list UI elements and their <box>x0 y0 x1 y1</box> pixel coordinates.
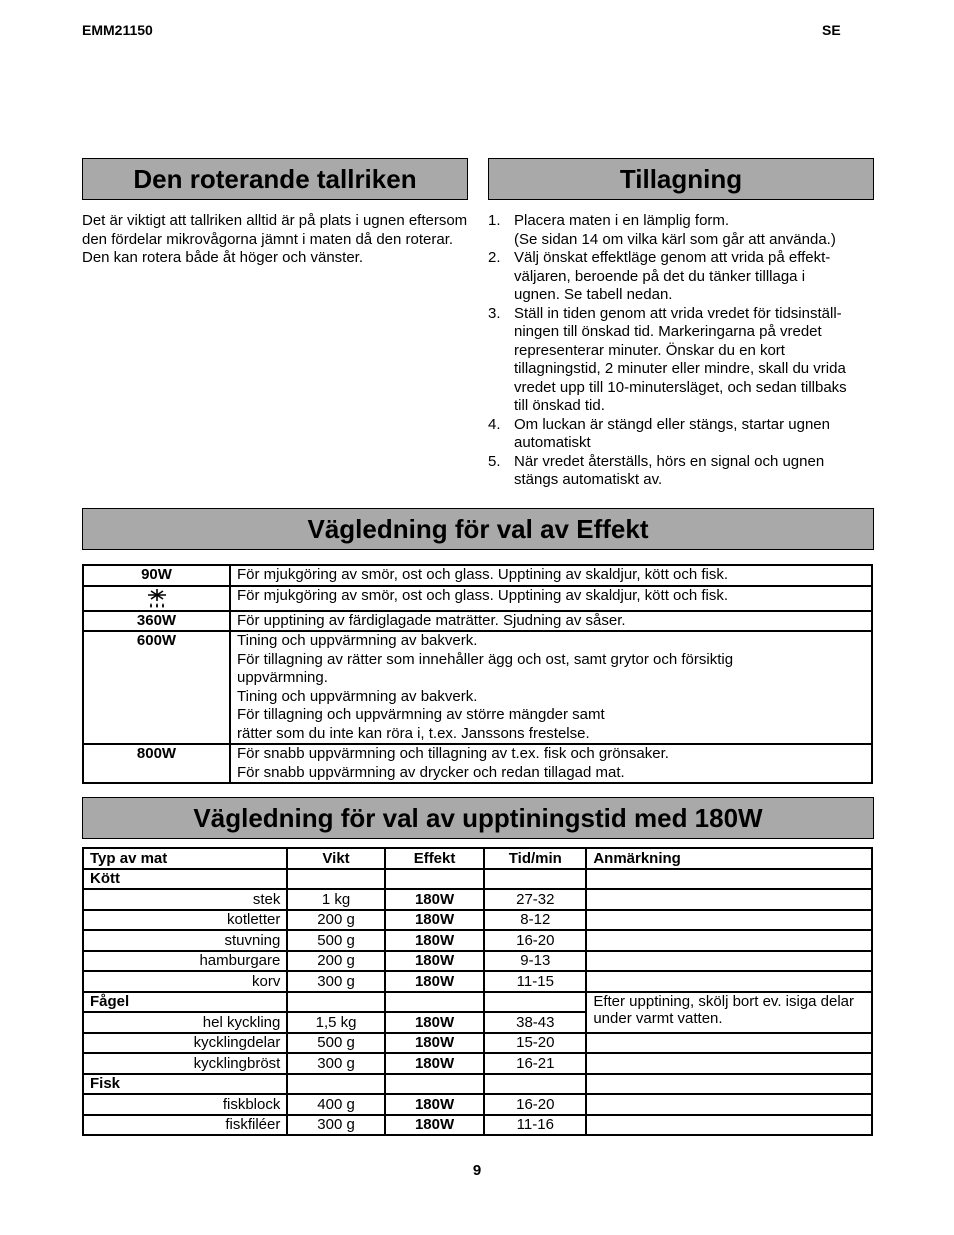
empty-cell <box>586 910 872 931</box>
food-power: 180W <box>385 971 485 992</box>
food-item: kotletter <box>83 910 287 931</box>
food-weight: 300 g <box>287 1115 384 1136</box>
thaw-group-row <box>83 992 872 1013</box>
thaw-column-header: Vikt <box>287 848 384 869</box>
food-item: stek <box>83 889 287 910</box>
food-power: 180W <box>385 951 485 972</box>
food-weight: 500 g <box>287 930 384 951</box>
food-weight: 500 g <box>287 1033 384 1054</box>
step-text-line: stängs automatiskt av. <box>514 471 663 488</box>
food-time: 11-15 <box>484 971 586 992</box>
power-description-line: För mjukgöring av smör, ost och glass. Upptining av skaldjur, kött och fisk. <box>237 586 729 604</box>
food-time: 15-20 <box>484 1033 586 1054</box>
turntable-title: Den roterande tallriken <box>82 158 468 200</box>
power-description-line: Tining och uppvärmning av bakverk. <box>237 687 478 705</box>
step-text-line: representerar minuter. Önskar du en kort <box>514 341 785 359</box>
model-number: EMM21150 <box>82 22 153 38</box>
step-text-line: tillagningstid, 2 minuter eller mindre, skall du vrida <box>514 360 846 377</box>
turntable-text: Det är viktigt att tallriken alltid är på plats i ugnen eftersom den fördelar mikrovågorna jämnt i maten då den roterar. Den kan rotera både åt höger och vänster. <box>82 212 468 266</box>
food-weight: 200 g <box>287 951 384 972</box>
power-description-line: För tillagning och uppvärmning av större mängder samt <box>237 706 605 723</box>
thaw-header-row <box>83 848 872 869</box>
power-description-line: För snabb uppvärmning av drycker och redan tillagad mat. <box>237 763 625 781</box>
power-description <box>230 565 872 586</box>
food-time: 27-32 <box>484 889 586 910</box>
food-power: 180W <box>385 1053 485 1074</box>
food-time: 16-20 <box>484 1094 586 1115</box>
step-text-line: När vredet återställs, hörs en signal och ugnen <box>514 452 825 470</box>
power-description <box>230 611 872 632</box>
power-row <box>83 631 872 744</box>
food-power: 180W <box>385 930 485 951</box>
step-text-line: väljaren, beroende på det du tänker tilllaga i <box>514 267 806 285</box>
power-guide-table <box>82 564 873 784</box>
food-power: 180W <box>385 1115 485 1136</box>
empty-cell <box>385 1074 485 1095</box>
language-code: SE <box>822 22 841 38</box>
empty-cell <box>586 971 872 992</box>
step-number: 4. <box>488 415 501 433</box>
empty-cell <box>586 930 872 951</box>
thaw-column-header: Effekt <box>385 848 485 869</box>
step-text-line: ningen till önskad tid. Markeringarna på vredet <box>514 323 822 340</box>
empty-cell <box>385 869 485 890</box>
power-guide-title: Vägledning för val av Effekt <box>82 508 874 550</box>
food-item: hel kyckling <box>83 1012 287 1033</box>
food-power: 180W <box>385 910 485 931</box>
step-text-line: Ställ in tiden genom att vrida vredet för tidsinställ- <box>514 304 842 322</box>
cooking-steps-list <box>488 212 878 490</box>
power-row <box>83 565 872 586</box>
step-text-line: till önskad tid. <box>514 397 605 414</box>
power-description-line: Tining och uppvärmning av bakverk. <box>237 632 478 649</box>
food-time: 16-20 <box>484 930 586 951</box>
food-group: Fisk <box>83 1074 287 1095</box>
food-time: 38-43 <box>484 1012 586 1033</box>
food-group: Fågel <box>83 992 287 1013</box>
thaw-column-header: Anmärkning <box>586 848 872 869</box>
food-power: 180W <box>385 889 485 910</box>
power-description-line: För snabb uppvärmning och tillagning av t.ex. fisk och grönsaker. <box>237 745 669 762</box>
step-number: 5. <box>488 452 501 470</box>
food-item: stuvning <box>83 930 287 951</box>
thaw-item-row <box>83 1053 872 1074</box>
power-description-line: För tillagning av rätter som innehåller ägg och ost, samt grytor och försiktig <box>237 650 734 668</box>
empty-cell <box>484 1074 586 1095</box>
empty-cell <box>586 1053 872 1074</box>
step-text-line: vredet upp till 10-minutersläget, och sedan tillbaks <box>514 378 847 396</box>
cooking-step <box>488 416 878 453</box>
thaw-item-row <box>83 889 872 910</box>
power-row <box>83 586 872 611</box>
cooking-step <box>488 305 878 416</box>
empty-cell <box>586 1115 872 1136</box>
food-time: 11-16 <box>484 1115 586 1136</box>
power-description-line: För upptining av färdiglagade maträtter. Sjudning av såser. <box>237 611 626 629</box>
thaw-note: Efter upptining, skölj bort ev. isiga delar under varmt vatten. <box>586 992 872 1033</box>
food-power: 180W <box>385 1012 485 1033</box>
food-weight: 300 g <box>287 1053 384 1074</box>
step-text-line: (Se sidan 14 om vilka kärl som går att använda.) <box>514 230 836 248</box>
thaw-item-row <box>83 951 872 972</box>
power-description <box>230 631 872 744</box>
cooking-step <box>488 453 878 490</box>
thaw-item-row <box>83 1033 872 1054</box>
power-row <box>83 611 872 632</box>
empty-cell <box>287 992 384 1013</box>
food-item: kycklingbröst <box>83 1053 287 1074</box>
food-time: 8-12 <box>484 910 586 931</box>
empty-cell <box>586 1094 872 1115</box>
cooking-step <box>488 212 878 249</box>
thaw-group-row <box>83 869 872 890</box>
food-power: 180W <box>385 1094 485 1115</box>
empty-cell <box>385 992 485 1013</box>
thaw-column-header: Typ av mat <box>83 848 287 869</box>
food-weight: 1,5 kg <box>287 1012 384 1033</box>
food-time: 9-13 <box>484 951 586 972</box>
power-level: 800W <box>83 744 230 783</box>
cooking-step <box>488 249 878 305</box>
power-row <box>83 744 872 783</box>
food-item: kycklingdelar <box>83 1033 287 1054</box>
empty-cell <box>586 869 872 890</box>
thaw-column-header: Tid/min <box>484 848 586 869</box>
step-text-line: automatiskt <box>514 434 591 451</box>
step-number: 3. <box>488 304 501 322</box>
empty-cell <box>484 869 586 890</box>
power-description-line: uppvärmning. <box>237 669 328 686</box>
food-group: Kött <box>83 869 287 890</box>
page-number: 9 <box>472 1162 482 1179</box>
power-description <box>230 744 872 783</box>
thaw-guide-title: Vägledning för val av upptiningstid med 180W <box>82 797 874 839</box>
power-level: 90W <box>83 565 230 586</box>
power-description-line: rätter som du inte kan röra i, t.ex. Janssons frestelse. <box>237 724 590 742</box>
thaw-group-row <box>83 1074 872 1095</box>
thaw-item-row <box>83 1115 872 1136</box>
food-weight: 400 g <box>287 1094 384 1115</box>
power-description-line: För mjukgöring av smör, ost och glass. Upptining av skaldjur, kött och fisk. <box>237 566 729 583</box>
empty-cell <box>287 869 384 890</box>
food-weight: 200 g <box>287 910 384 931</box>
step-number: 1. <box>488 212 501 229</box>
empty-cell <box>586 1033 872 1054</box>
cooking-title: Tillagning <box>488 158 874 200</box>
thaw-item-row <box>83 930 872 951</box>
food-item: hamburgare <box>83 951 287 972</box>
empty-cell <box>287 1074 384 1095</box>
step-text-line: Välj önskat effektläge genom att vrida på effekt- <box>514 249 831 266</box>
empty-cell <box>586 951 872 972</box>
power-level <box>83 586 230 611</box>
food-time: 16-21 <box>484 1053 586 1074</box>
thaw-item-row <box>83 971 872 992</box>
defrost-icon <box>144 588 170 610</box>
empty-cell <box>586 1074 872 1095</box>
step-number: 2. <box>488 249 501 266</box>
thaw-guide-table <box>82 847 873 1136</box>
food-item: korv <box>83 971 287 992</box>
thaw-item-row <box>83 910 872 931</box>
food-power: 180W <box>385 1033 485 1054</box>
food-weight: 1 kg <box>287 889 384 910</box>
power-level: 600W <box>83 631 230 744</box>
empty-cell <box>484 992 586 1013</box>
thaw-item-row <box>83 1094 872 1115</box>
food-item: fiskblock <box>83 1094 287 1115</box>
empty-cell <box>586 889 872 910</box>
food-weight: 300 g <box>287 971 384 992</box>
power-level: 360W <box>83 611 230 632</box>
step-text-line: ugnen. Se tabell nedan. <box>514 286 673 303</box>
power-description <box>230 586 872 611</box>
step-text-line: Om luckan är stängd eller stängs, startar ugnen <box>514 415 830 433</box>
step-text-line: Placera maten i en lämplig form. <box>514 212 730 229</box>
food-item: fiskfiléer <box>83 1115 287 1136</box>
